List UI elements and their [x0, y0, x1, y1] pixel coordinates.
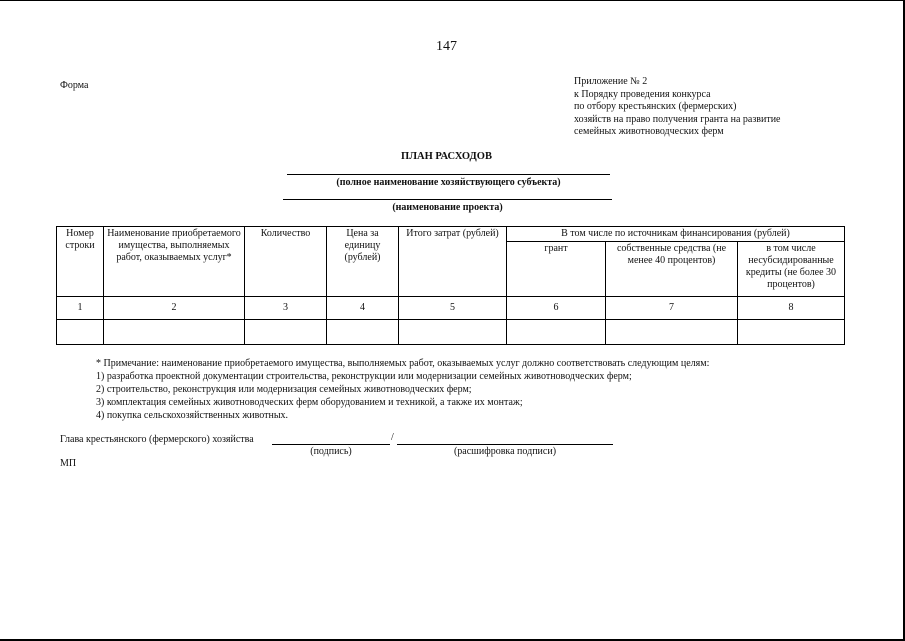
- column-number: 3: [245, 297, 327, 320]
- empty-cell: [738, 320, 845, 345]
- footnote-item: 3) комплектация семейных животноводческих ферм оборудованием и техникой, а также их монтаж;: [96, 397, 523, 408]
- header-total: Итого затрат (рублей): [399, 227, 507, 297]
- footnote: [96, 357, 709, 422]
- empty-cell: [606, 320, 738, 345]
- header-quantity: Количество: [245, 227, 327, 297]
- header-funding-sources: В том числе по источникам финансирования (рублей): [507, 227, 845, 242]
- column-number: 6: [507, 297, 606, 320]
- appendix-line: хозяйств на право получения гранта на развитие: [574, 113, 781, 125]
- footnote-item: 2) строительство, реконструкция или модернизация семейных животноводческих ферм;: [96, 384, 472, 395]
- appendix-line: Приложение № 2: [574, 76, 648, 87]
- head-signature-label: Глава крестьянского (фермерского) хозяйства: [60, 434, 254, 445]
- entity-name-line: [287, 174, 610, 175]
- header-own-funds: собственные средства (не менее 40 процентов): [606, 242, 738, 297]
- empty-cell: [245, 320, 327, 345]
- stamp-placeholder: МП: [60, 458, 77, 469]
- empty-cell: [399, 320, 507, 345]
- footnote-intro: * Примечание: наименование приобретаемого имущества, выполняемых работ, оказываемых услуг должно соответствовать следующим целям:: [96, 358, 710, 369]
- column-number: 8: [738, 297, 845, 320]
- header-row-number: Номер строки: [57, 227, 104, 297]
- signature-slash: /: [391, 432, 394, 443]
- empty-cell: [104, 320, 245, 345]
- table-header-row: [57, 227, 845, 242]
- form-label: Форма: [60, 80, 89, 91]
- header-credits: в том числе несубсидированные кредиты (не более 30 процентов): [738, 242, 845, 297]
- signature-decode-caption: (расшифровка подписи): [453, 446, 557, 457]
- column-number: 2: [104, 297, 245, 320]
- appendix-block: [574, 76, 781, 139]
- expense-table: [56, 226, 845, 345]
- column-number: 4: [327, 297, 399, 320]
- page-number: 147: [436, 39, 457, 54]
- column-number: 1: [57, 297, 104, 320]
- footnote-item: 1) разработка проектной документации строительства, реконструкции или модернизации семейных животноводческих ферм;: [96, 371, 632, 382]
- appendix-line: по отбору крестьянских (фермерских): [574, 101, 737, 112]
- entity-name-caption: (полное наименование хозяйствующего субъекта): [336, 177, 561, 188]
- empty-cell: [327, 320, 399, 345]
- empty-entry-row: [57, 320, 845, 345]
- header-unit-price: Цена за единицу (рублей): [327, 227, 399, 297]
- signature-line: [272, 444, 390, 445]
- footnote-item: 4) покупка сельскохозяйственных животных.: [96, 410, 289, 421]
- plan-title: ПЛАН РАСХОДОВ: [401, 151, 492, 162]
- appendix-line: семейных животноводческих ферм: [574, 126, 724, 137]
- empty-cell: [507, 320, 606, 345]
- empty-cell: [57, 320, 104, 345]
- appendix-line: к Порядку проведения конкурса: [574, 88, 711, 100]
- signature-caption: (подпись): [310, 446, 352, 457]
- signature-decode-line: [397, 444, 613, 445]
- project-name-line: [283, 199, 612, 200]
- column-number: 7: [606, 297, 738, 320]
- column-number: 5: [399, 297, 507, 320]
- header-item-name: Наименование приобретаемого имущества, выполняемых работ, оказываемых услуг*: [104, 227, 245, 297]
- header-grant: грант: [507, 242, 606, 297]
- project-name-caption: (наименование проекта): [392, 202, 503, 213]
- column-number-row: [57, 297, 845, 320]
